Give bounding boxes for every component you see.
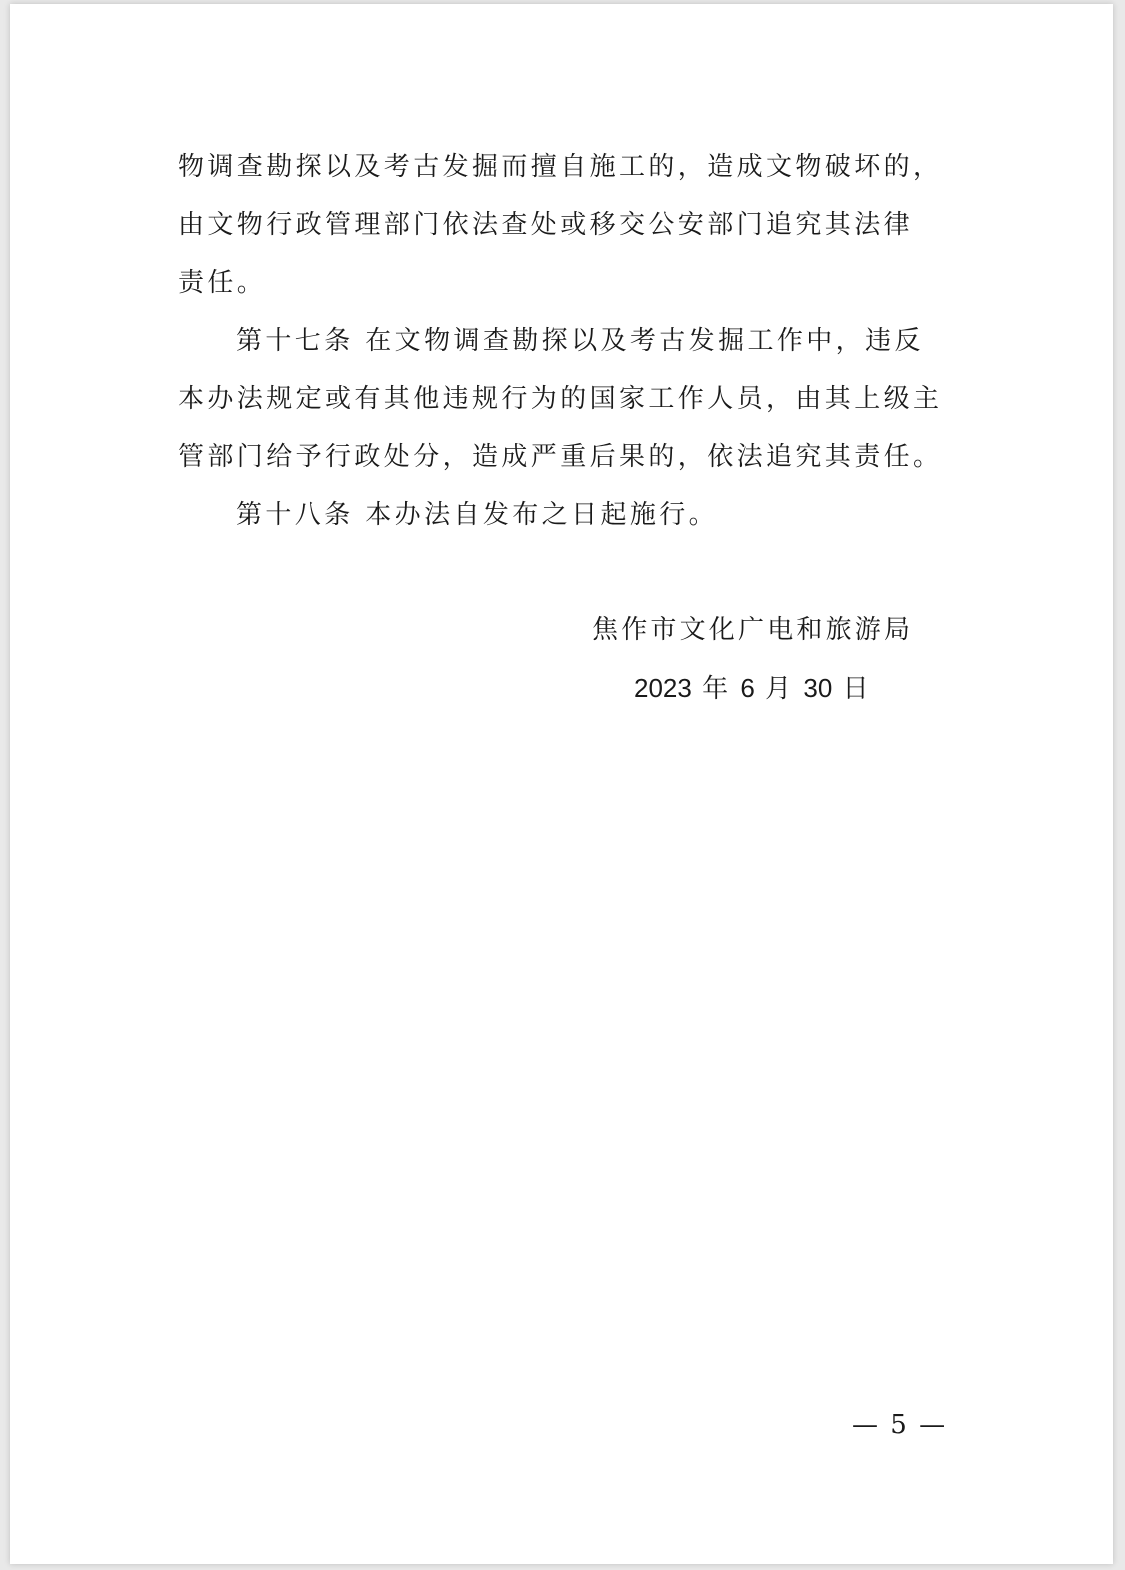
date-day: 30 [803,673,833,703]
paragraph-line-3: 责任。 [178,268,267,298]
issue-date [634,673,871,704]
article-17-line-1: 第十七条 在文物调查勘探以及考古发掘工作中，违反 [236,326,924,356]
issuing-authority-signature: 焦作市文化广电和旅游局 [592,615,914,645]
date-year-unit: 年 [702,674,731,704]
paragraph-line-2: 由文物行政管理部门依法查处或移交公安部门追究其法律 [178,210,914,240]
article-17-line-3: 管部门给予行政处分，造成严重后果的，依法追究其责任。 [178,442,943,472]
article-18-line: 第十八条 本办法自发布之日起施行。 [236,500,719,530]
date-month-unit: 月 [765,674,794,704]
article-17-line-2: 本办法规定或有其他违规行为的国家工作人员，由其上级主 [178,384,943,414]
date-month: 6 [740,673,755,703]
document-page [10,4,1113,1564]
date-year: 2023 [634,673,692,703]
page-number: — 5 — [852,1410,948,1440]
paragraph-line-1: 物调查勘探以及考古发掘而擅自施工的，造成文物破坏的， [178,152,943,182]
date-day-unit: 日 [842,674,871,704]
